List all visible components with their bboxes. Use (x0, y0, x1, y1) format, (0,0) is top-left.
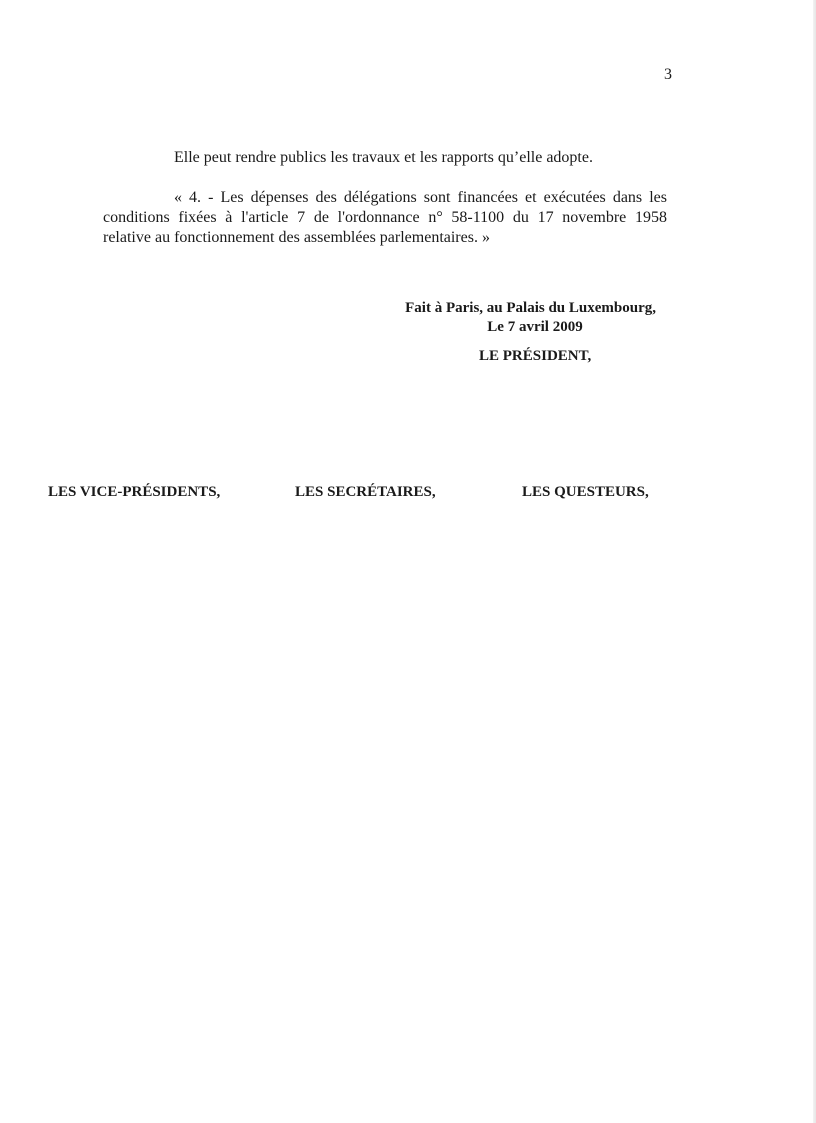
quote-line: « 4. - Les dépenses des délégations sont financées et exécutées dans les (174, 189, 667, 206)
signature-place: Fait à Paris, au Palais du Luxembourg, (405, 300, 656, 316)
page-number: 3 (664, 66, 672, 83)
secretaries-title: LES SECRÉTAIRES, (295, 484, 436, 500)
quote-line: conditions fixées à l'article 7 de l'ordonnance n° 58-1100 du 17 novembre 1958 (103, 209, 667, 226)
quote-line: relative au fonctionnement des assemblées parlementaires. » (103, 229, 490, 246)
intro-paragraph: Elle peut rendre publics les travaux et les rapports qu’elle adopte. (174, 149, 593, 166)
vice-presidents-title: LES VICE-PRÉSIDENTS, (48, 484, 221, 500)
quoted-paragraph (103, 188, 667, 248)
signature-date: Le 7 avril 2009 (487, 319, 583, 335)
president-title: LE PRÉSIDENT, (479, 348, 592, 364)
officers-row (48, 483, 668, 503)
questors-title: LES QUESTEURS, (522, 484, 649, 500)
signature-block (380, 299, 670, 337)
